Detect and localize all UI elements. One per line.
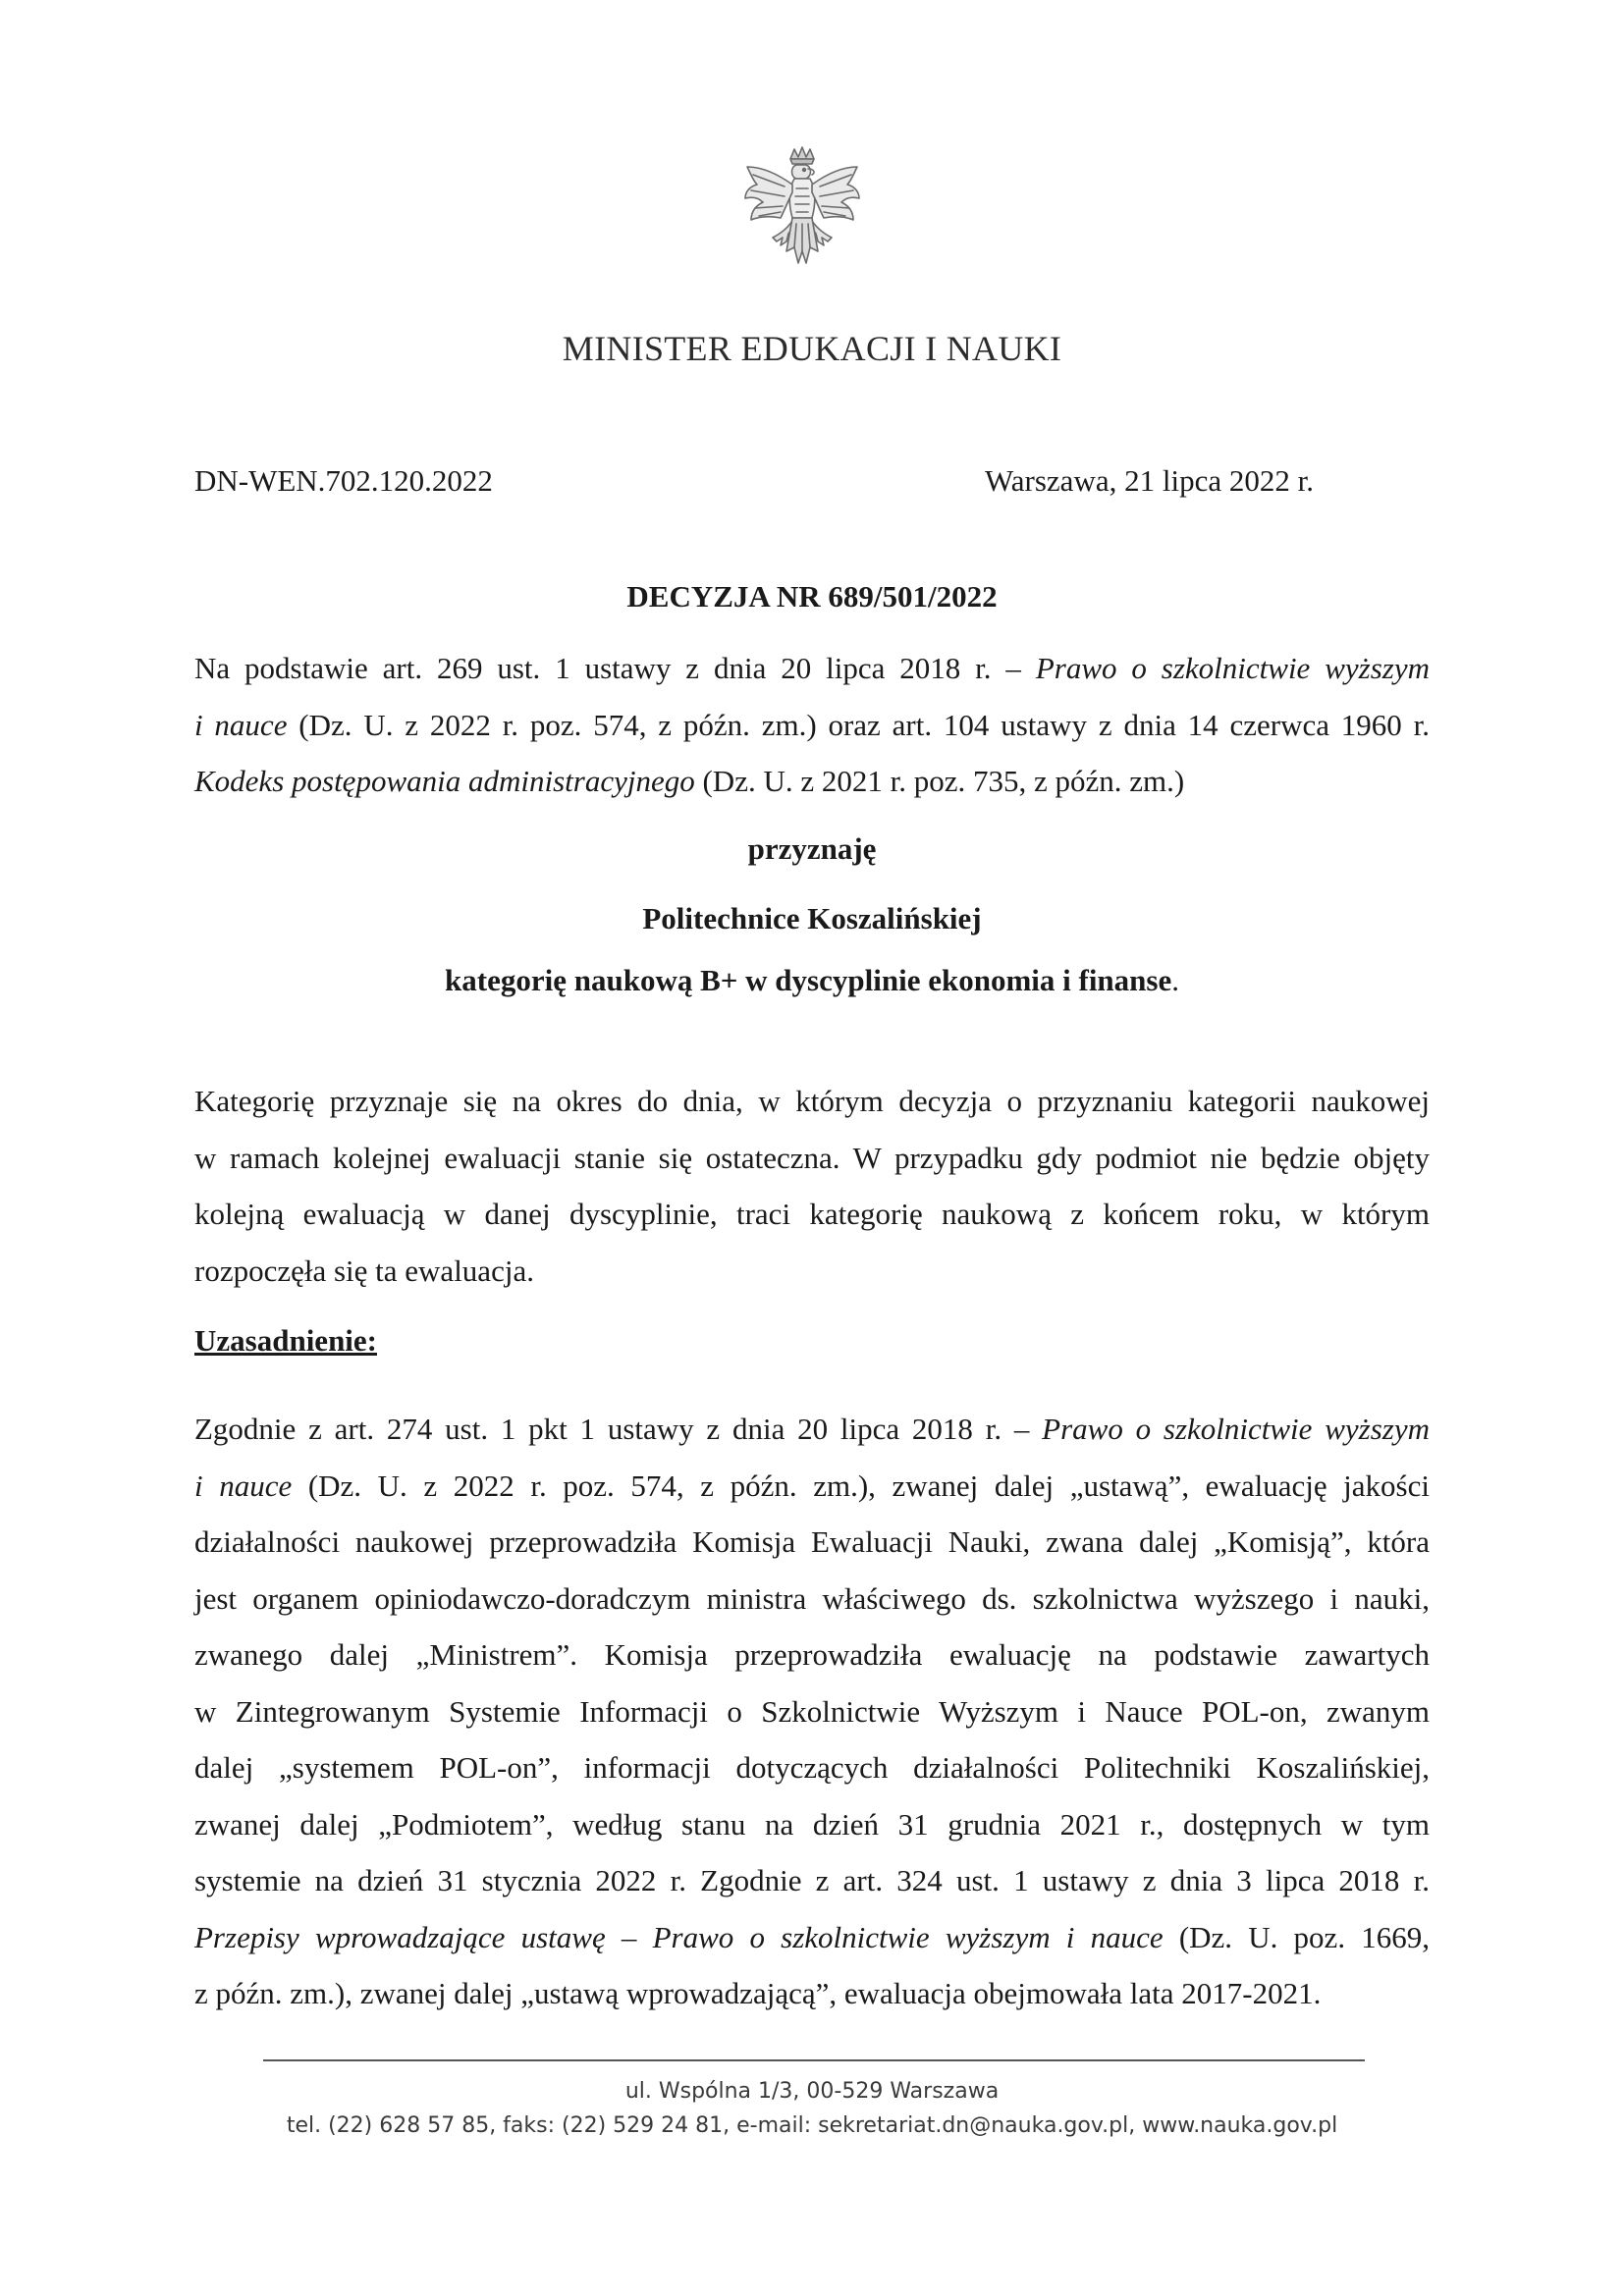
validity-line: rozpoczęła się ta ewaluacja. — [194, 1253, 534, 1288]
recipient-name: Politechnice Koszalińskiej — [642, 901, 982, 935]
justification-line: w Zintegrowanym Systemie Informacji o Szkolnictwie Wyższym i Nauce POL-on, zwanym — [194, 1693, 1430, 1729]
decision-title: DECYZJA NR 689/501/2022 — [626, 579, 998, 614]
legal-basis-line: Na podstawie art. 269 ust. 1 ustawy z dnia 20 lipca 2018 r. – Prawo o szkolnictwie wyższym — [194, 651, 1430, 685]
justification-line: z późn. zm.), zwanej dalej „ustawą wprowadzającą”, ewaluacja obejmowała lata 2017-2021. — [194, 1976, 1322, 2010]
legal-basis-paragraph — [194, 640, 1430, 810]
justification-line: Zgodnie z art. 274 ust. 1 pkt 1 ustawy z dnia 20 lipca 2018 r. – Prawo o szkolnictwie wyższym — [194, 1412, 1430, 1446]
validity-line: Kategorię przyznaje się na okres do dnia, w którym decyzja o przyznaniu kategorii naukowej — [194, 1084, 1430, 1118]
justification-line: jest organem opiniodawczo-doradczym ministra właściwego ds. szkolnictwa wyższego i nauki, — [194, 1580, 1430, 1616]
polish-eagle-emblem-icon — [733, 145, 871, 283]
footer-divider — [263, 2059, 1365, 2061]
validity-line: w ramach kolejnej ewaluacji stanie się ostateczna. W przypadku gdy podmiot nie będzie objęty — [194, 1140, 1430, 1175]
justification-line: zwanej dalej „Podmiotem”, według stanu na dzień 31 grudnia 2021 r., dostępnych w tym — [194, 1806, 1430, 1842]
justification-line: działalności naukowej przeprowadziła Komisja Ewaluacji Nauki, zwana dalej „Komisją”, która — [194, 1524, 1430, 1559]
legal-basis-line: i nauce (Dz. U. z 2022 r. poz. 574, z późn. zm.) oraz art. 104 ustawy z dnia 14 czerwca 1960 r. — [194, 707, 1430, 742]
legal-basis-line: Kodeks postępowania administracyjnego (Dz. U. z 2021 r. poz. 735, z późn. zm.) — [194, 764, 1185, 798]
place-and-date: Warszawa, 21 lipca 2022 r. — [985, 463, 1314, 498]
validity-paragraph — [194, 1073, 1430, 1299]
justification-line: i nauce (Dz. U. z 2022 r. poz. 574, z późn. zm.), zwanej dalej „ustawą”, ewaluację jakości — [194, 1468, 1430, 1503]
justification-line: Przepisy wprowadzające ustawę – Prawo o szkolnictwie wyższym i nauce (Dz. U. poz. 1669, — [194, 1919, 1431, 1954]
validity-line: kolejną ewaluacją w danej dyscyplinie, traci kategorię naukową z końcem roku, w którym — [194, 1197, 1430, 1231]
footer-contact: tel. (22) 628 57 85, faks: (22) 529 24 81, e-mail: sekretariat.dn@nauka.gov.pl, www.nauka.gov.pl — [286, 2113, 1338, 2138]
reference-number: DN-WEN.702.120.2022 — [194, 463, 493, 498]
granted-category: kategorię naukową B+ w dyscyplinie ekonomia i finanse. — [445, 963, 1179, 997]
footer-address: ul. Wspólna 1/3, 00-529 Warszawa — [624, 2079, 1000, 2104]
justification-line: dalej „systemem POL-on”, informacji dotyczących działalności Politechniki Koszalińskiej, — [194, 1750, 1430, 1785]
grant-verb: przyznaję — [747, 831, 877, 866]
justification-line: systemie na dzień 31 stycznia 2022 r. Zgodnie z art. 324 ust. 1 ustawy z dnia 3 lipca 2018 r. — [194, 1863, 1430, 1897]
justification-heading: Uzasadnienie: — [194, 1323, 377, 1358]
justification-line: zwanego dalej „Ministrem”. Komisja przeprowadziła ewaluację na podstawie zawartych — [194, 1637, 1430, 1672]
issuing-authority: MINISTER EDUKACJI I NAUKI — [562, 329, 1062, 368]
justification-paragraph — [194, 1401, 1430, 2022]
